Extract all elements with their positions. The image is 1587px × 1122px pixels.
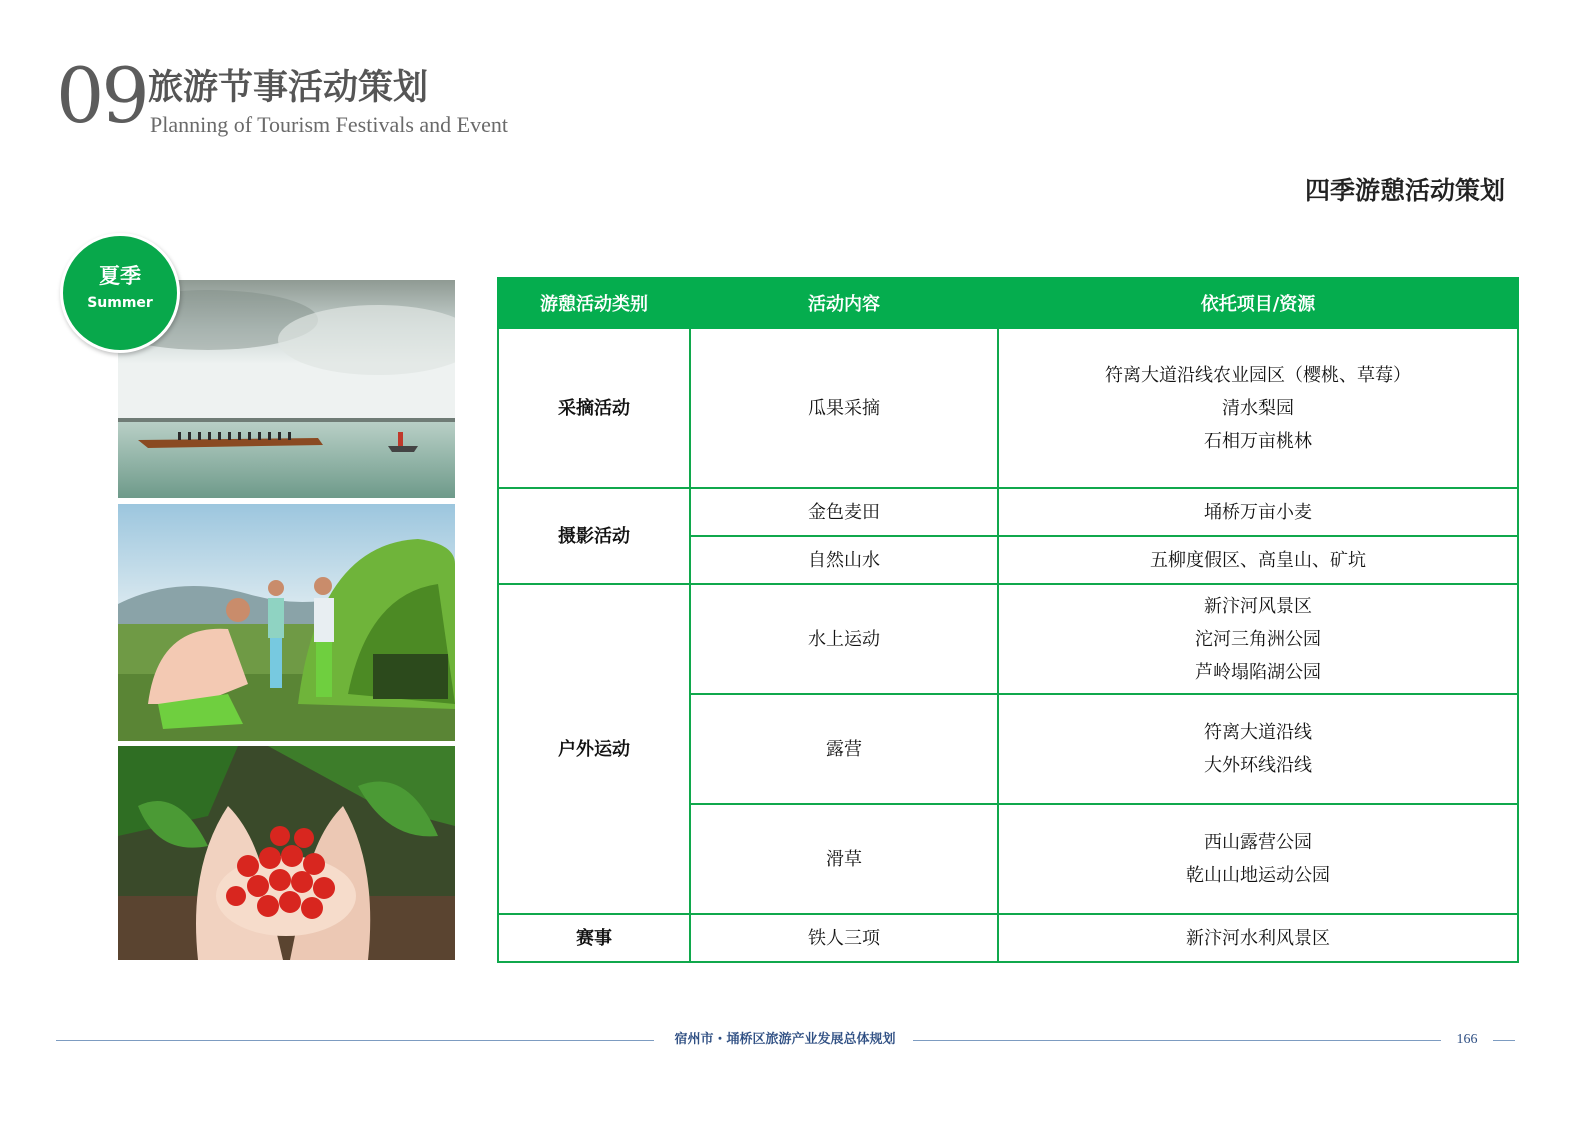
resource-line: 大外环线沿线 xyxy=(1204,755,1312,776)
activity-table xyxy=(497,277,1519,963)
chapter-subtitle: Planning of Tourism Festivals and Event xyxy=(150,112,508,137)
resources-cell xyxy=(998,536,1518,584)
footer-rule-right xyxy=(1493,1040,1515,1041)
season-badge xyxy=(60,233,180,353)
resource-line: 西山露营公园 xyxy=(1204,832,1312,853)
resource-line: 符离大道沿线农业园区（樱桃、草莓） xyxy=(1105,364,1411,386)
resource-line: 新汴河水利风景区 xyxy=(1186,927,1330,949)
resources-cell xyxy=(998,328,1518,488)
content-cell: 滑草 xyxy=(690,804,998,914)
header-content: 活动内容 xyxy=(690,278,998,328)
category-cell: 赛事 xyxy=(498,914,690,962)
category-cell: 采摘活动 xyxy=(498,328,690,488)
chapter-title: 旅游节事活动策划 xyxy=(148,67,429,108)
resource-line: 沱河三角洲公园 xyxy=(1195,628,1321,650)
resources-cell xyxy=(998,488,1518,536)
section-title: 四季游憩活动策划 xyxy=(1304,176,1505,205)
footer-title: 宿州市・埇桥区旅游产业发展总体规划 xyxy=(674,1032,896,1047)
footer-rule-middle xyxy=(913,1040,1441,1041)
table-row xyxy=(498,584,1518,694)
page-number: 166 xyxy=(1456,1032,1478,1047)
resource-line: 乾山山地运动公园 xyxy=(1186,865,1330,886)
header-resources: 依托项目/资源 xyxy=(998,278,1518,328)
resources-cell xyxy=(998,804,1518,914)
content-cell: 水上运动 xyxy=(690,584,998,694)
category-cell: 户外运动 xyxy=(498,584,690,914)
header-category: 游憩活动类别 xyxy=(498,278,690,328)
content-cell: 露营 xyxy=(690,694,998,804)
resource-line: 新汴河风景区 xyxy=(1204,595,1312,617)
resource-line: 石相万亩桃林 xyxy=(1204,430,1312,452)
resource-line: 符离大道沿线 xyxy=(1204,722,1312,743)
resources-cell xyxy=(998,694,1518,804)
season-cn: 夏季 xyxy=(99,264,141,288)
content-cell: 铁人三项 xyxy=(690,914,998,962)
resource-line: 五柳度假区、高皇山、矿坑 xyxy=(1150,549,1366,571)
footer-rule-left xyxy=(56,1040,654,1041)
content-cell: 自然山水 xyxy=(690,536,998,584)
resource-line: 埇桥万亩小麦 xyxy=(1204,501,1312,523)
camping-photo xyxy=(118,504,455,741)
resource-line: 清水梨园 xyxy=(1222,397,1294,419)
content-cell: 瓜果采摘 xyxy=(690,328,998,488)
cherries-photo xyxy=(118,746,455,960)
resources-cell xyxy=(998,584,1518,694)
resources-cell xyxy=(998,914,1518,962)
table-row xyxy=(498,914,1518,962)
content-cell: 金色麦田 xyxy=(690,488,998,536)
table-row xyxy=(498,488,1518,536)
table-header-row xyxy=(498,278,1518,328)
chapter-number: 09 xyxy=(56,51,147,140)
season-en: Summer xyxy=(87,295,153,311)
table-row xyxy=(498,328,1518,488)
resource-line: 芦岭塌陷湖公园 xyxy=(1195,661,1321,683)
category-cell: 摄影活动 xyxy=(498,488,690,584)
